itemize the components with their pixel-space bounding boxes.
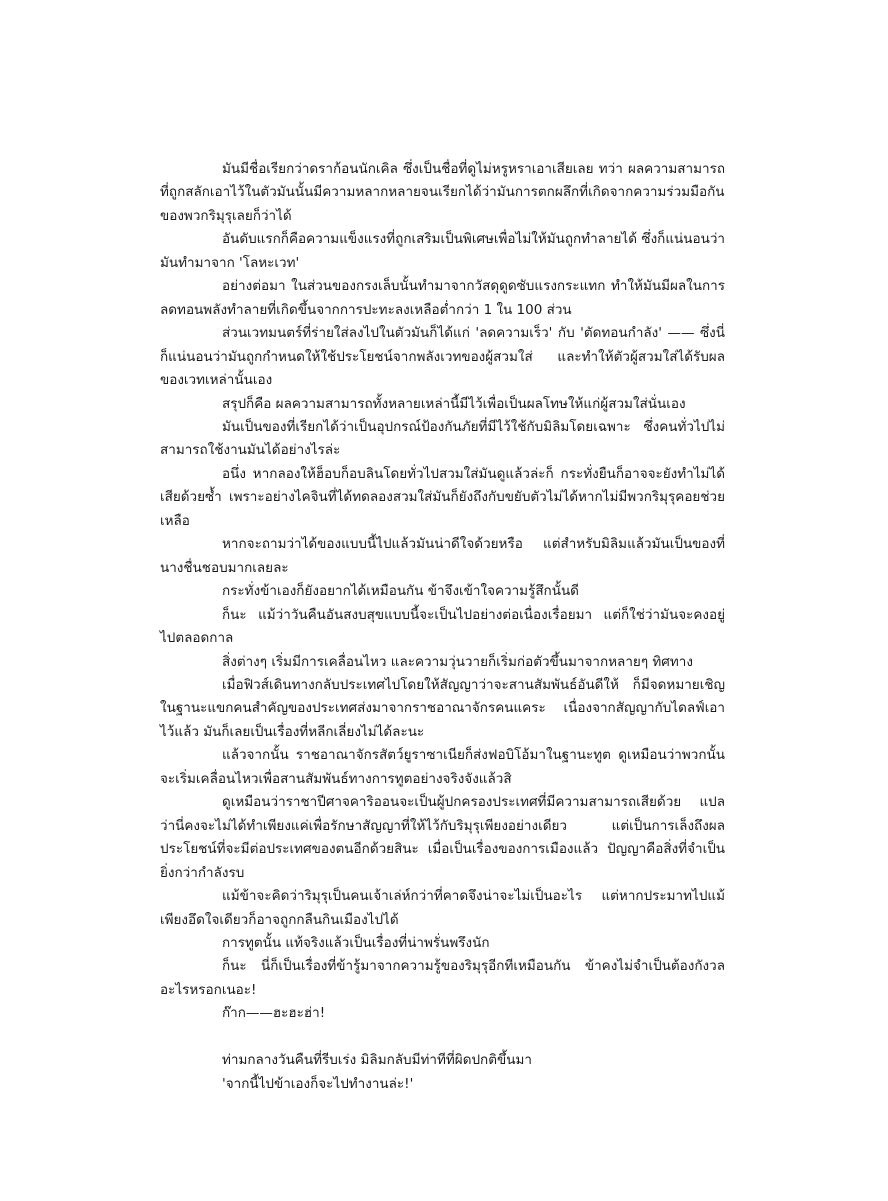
paragraph: ดูเหมือนว่าราชาปีศาจคาริออนจะเป็นผู้ปกครองประเทศที่มีความสามารถเสียด้วย แปลว่านี่คงจะไม่ได้ทำเพียงแค่เพื่อรักษาสัญญาที่ให้ไว้กับริมุรุเพียงอย่างเดียว แต่เป็นการเล็งถึงผลประโยชน์ที่จะมีต่อประเทศของตนอีกด้วยสินะ เมื่อเป็นเรื่องของการเมืองแล้ว ปัญญาคือสิ่งที่จำเป็นยิ่งกว่ากำลังรบ xyxy=(160,794,725,881)
paragraph: ท่ามกลางวันคืนที่รีบเร่ง มิลิมกลับมีท่าทีที่ผิดปกติขึ้นมา xyxy=(222,1052,532,1069)
body-text xyxy=(160,158,725,1096)
paragraph: สิ่งต่างๆ เริ่มมีการเคลื่อนไหว และความวุ่นวายก็เริ่มก่อตัวขึ้นมาจากหลายๆ ทิศทาง xyxy=(222,653,693,670)
paragraph: มันมีชื่อเรียกว่าดราก้อนนักเคิล ซึ่งเป็นชื่อที่ดูไม่หรูหราเอาเสียเลย ทว่า ผลความสามารถที่ถูกสลักเอาไว้ในตัวมันนั้นมีความหลากหลายจนเรียกได้ว่ามันการตกผลึกที่เกิดจากความร่วมมือกันของพวกริมุรุเลยก็ว่าได้ xyxy=(160,161,725,224)
paragraph: อนึ่ง หากลองให้ฮ็อบก็อบลินโดยทั่วไปสวมใส่มันดูแล้วล่ะก็ กระทั่งยืนก็อาจจะยังทำไม่ได้เสียด้วยซ้ำ เพราะอย่างไคจินที่ได้ทดลองสวมใส่มันก็ยังถึงกับขยับตัวไม่ได้หากไม่มีพวกริมุรุคอยช่วยเหลือ xyxy=(160,465,725,529)
paragraph: อันดับแรกก็คือความแข็งแรงที่ถูกเสริมเป็นพิเศษเพื่อไม่ให้มันถูกทำลายได้ ซึ่งก็แน่นอนว่ามันทำมาจาก 'โลหะเวท' xyxy=(160,231,725,271)
paragraph: ก๊าก——ฮะฮะฮ่า! xyxy=(222,1005,326,1022)
blank-line xyxy=(160,1026,725,1049)
paragraph: อย่างต่อมา ในส่วนของกรงเล็บนั้นทำมาจากวัสดุดูดซับแรงกระแทก ทำให้มันมีผลในการลดทอนพลังทำลายที่เกิดขึ้นจากการปะทะลงเหลือต่ำกว่า 1 ใน 100 ส่วน xyxy=(160,278,725,318)
paragraph: ก็นะ นี่ก็เป็นเรื่องที่ข้ารู้มาจากความรู้ของริมุรุอีกทีเหมือนกัน ข้าคงไม่จำเป็นต้องกังวลอะไรหรอกเนอะ! xyxy=(160,958,725,998)
paragraph: มันเป็นของที่เรียกได้ว่าเป็นอุปกรณ์ป้องกันภัยที่มีไว้ใช้กับมิลิมโดยเฉพาะ ซึ่งคนทั่วไปไม่สามารถใช้งานมันได้อย่างไรล่ะ xyxy=(160,418,725,459)
paragraph: แม้ข้าจะคิดว่าริมุรุเป็นคนเจ้าเล่ห์กว่าที่คาดจึงน่าจะไม่เป็นอะไร แต่หากประมาทไปแม้เพียงอึดใจเดียวก็อาจถูกกลืนกินเมืองไปได้ xyxy=(160,888,725,928)
paragraph: หากจะถามว่าได้ของแบบนี้ไปแล้วมันน่าดีใจด้วยหรือ แต่สำหรับมิลิมแล้วมันเป็นของที่นางชื่นชอบมากเลยละ xyxy=(160,536,725,576)
paragraph: ก็นะ แม้ว่าวันคืนอันสงบสุขแบบนี้จะเป็นไปอย่างต่อเนื่องเรื่อยมา แต่ก็ใช่ว่ามันจะคงอยู่ไปตลอดกาล xyxy=(160,606,725,647)
paragraph: ส่วนเวทมนตร์ที่ร่ายใส่ลงไปในตัวมันก็ได้แก่ 'ลดความเร็ว' กับ 'ตัดทอนกำลัง' —— ซึ่งนี่ก็แน่นอนว่ามันถูกกำหนดให้ใช้ประโยชน์จากพลังเวทของผู้สวมใส่ และทำให้ตัวผู้สวมใส่ได้รับผลของเวทเหล่านั้นเอง xyxy=(160,325,725,389)
paragraph: กระทั่งข้าเองก็ยังอยากได้เหมือนกัน ข้าจึงเข้าใจความรู้สึกนั้นดี xyxy=(222,583,579,600)
paragraph: เมื่อฟิวส์เดินทางกลับประเทศไปโดยให้สัญญาว่าจะสานสัมพันธ์อันดีให้ ก็มีจดหมายเชิญในฐานะแขกคนสำคัญของประเทศส่งมาจากราชอาณาจักรคนแคระ เนื่องจากสัญญากับไดลฟ์เอาไว้แล้ว มันก็เลยเป็นเรื่องที่หลีกเลี่ยงไม่ได้ละนะ xyxy=(160,676,725,740)
paragraph: แล้วจากนั้น ราชอาณาจักรสัตว์ยูราซาเนียก็ส่งฟอบิโอ้มาในฐานะทูต ดูเหมือนว่าพวกนั้นจะเริ่มเคลื่อนไหวเพื่อสานสัมพันธ์ทางการทูตอย่างจริงจังแล้วสิ xyxy=(160,747,725,787)
paragraph: 'จากนี้ไปข้าเองก็จะไปทำงานล่ะ!' xyxy=(222,1075,414,1092)
paragraph: สรุปก็คือ ผลความสามารถทั้งหลายเหล่านี้มีไว้เพื่อเป็นผลโทษให้แก่ผู้สวมใส่นั่นเอง xyxy=(222,395,686,412)
paragraph: การทูตนั้น แท้จริงแล้วเป็นเรื่องที่น่าพรั่นพรึงนัก xyxy=(222,934,490,951)
